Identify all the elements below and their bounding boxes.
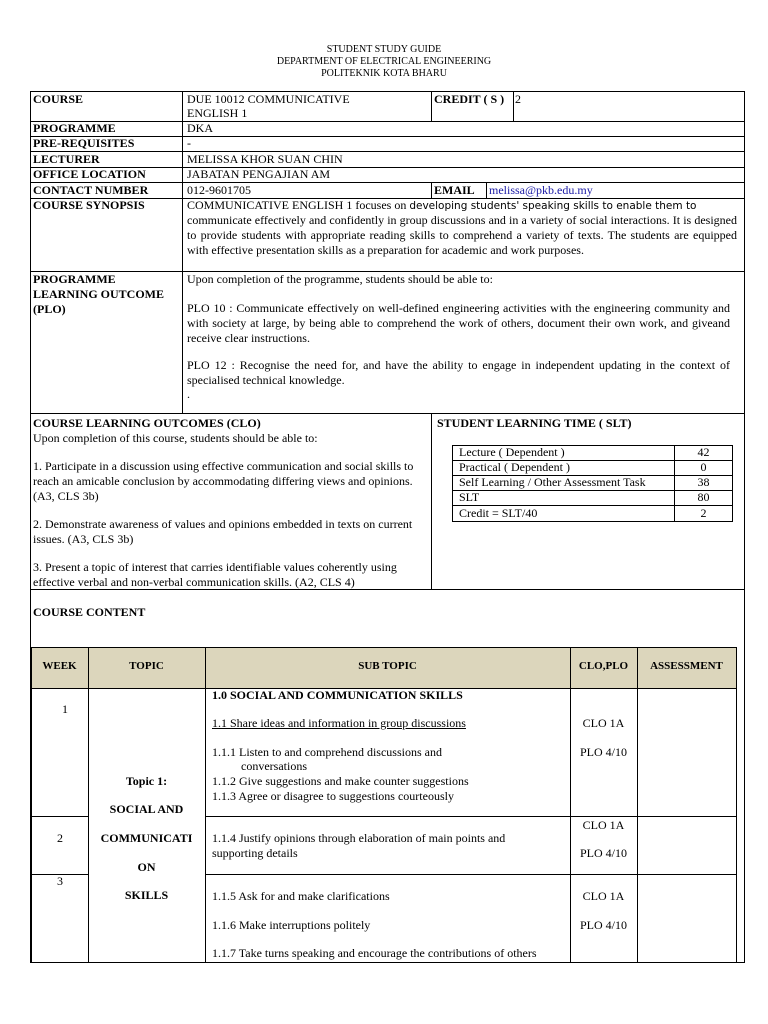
row-line (30, 413, 745, 414)
subtopic-1-1: 1.1 Share ideas and information in group discussions (212, 716, 466, 730)
section-title: 1.0 SOCIAL AND COMMUNICATION SKILLS (212, 688, 463, 702)
week-number: 3 (57, 874, 63, 888)
doc-header-line1: STUDENT STUDY GUIDE (326, 44, 442, 55)
ct-line (31, 816, 89, 817)
subtopic-1-1-4: 1.1.4 Justify opinions through elaboration of main points and (212, 831, 506, 845)
email-link[interactable]: melissa@pkb.edu.my (489, 183, 593, 197)
synopsis-first-line (187, 198, 696, 214)
synopsis-handwritten-style: developing students' speaking skills to enable them to (409, 200, 697, 212)
col-line (431, 413, 432, 590)
clo-value: CLO 1A (582, 889, 625, 903)
subtopic-1-1-1: 1.1.1 Listen to and comprehend discussions and (212, 745, 442, 759)
slt-row-value: 42 (697, 445, 710, 459)
programme-value: DKA (187, 121, 213, 135)
ct-line (637, 647, 638, 963)
subtopic-1-1-1-cont: conversations (241, 759, 307, 773)
topic-line4: ON (137, 860, 156, 874)
slt-line (452, 445, 453, 522)
synopsis-label: COURSE SYNOPSIS (33, 198, 145, 212)
course-content-title: COURSE CONTENT (33, 605, 146, 619)
plo-label-line2: LEARNING OUTCOME (33, 287, 165, 301)
ct-line (205, 647, 206, 963)
row-line (30, 151, 745, 152)
clo-item-3: 3. Present a topic of interest that carries identifiable values coherently using effective verbal and non-verbal communication skills. (A2, CLS 4) (33, 560, 397, 589)
slt-table (452, 445, 733, 522)
course-value-line2: ENGLISH 1 (187, 106, 248, 120)
synopsis-start: COMMUNICATIVE ENGLISH 1 focuses on (187, 198, 407, 212)
subtopic-1-1-4-cont: supporting details (212, 846, 298, 860)
office-label: OFFICE LOCATION (33, 167, 146, 181)
plo-intro: Upon completion of the programme, students should be able to: (187, 272, 493, 286)
col-line (431, 182, 432, 199)
ct-line (736, 647, 737, 963)
clo-item-1: 1. Participate in a discussion using effective communication and social skills to reach an amicable conclusion by accommodating differing views and opinions. (A3, CLS 3b) (33, 459, 414, 503)
week-number: 2 (57, 831, 63, 845)
col-header-subtopic: SUB TOPIC (358, 660, 417, 672)
plo-label-line1: PROGRAMME (33, 272, 116, 286)
slt-row-label: SLT (459, 490, 480, 504)
plo-value: PLO 4/10 (579, 846, 627, 860)
office-value: JABATAN PENGAJIAN AM (187, 167, 331, 181)
slt-row-label: Self Learning / Other Assessment Task (459, 475, 646, 489)
col-header-week: WEEK (42, 660, 77, 672)
plo-10-text: PLO 10 : Communicate effectively on well-defined engineering activities with the engineering community and with society at large, by being able to comprehend the work of others, document their own work, and giveand receive clear instructions. (187, 301, 730, 345)
ct-line (205, 874, 737, 875)
frame-top (30, 91, 745, 92)
subtopic-1-1-5: 1.1.5 Ask for and make clarifications (212, 889, 390, 903)
credit-label: CREDIT ( S ) (434, 92, 505, 106)
subtopic-1-1-6: 1.1.6 Make interruptions politely (212, 918, 371, 932)
doc-header-line3: POLITEKNIK KOTA BHARU (321, 68, 447, 79)
slt-row-value: 80 (697, 490, 710, 504)
email-label: EMAIL (434, 183, 475, 197)
course-label: COURSE (33, 92, 84, 106)
lecturer-value: MELISSA KHOR SUAN CHIN (187, 152, 343, 166)
subtopic-1-1-7: 1.1.7 Take turns speaking and encourage the contributions of others (212, 946, 537, 960)
slt-row-value: 2 (700, 506, 707, 520)
course-value-line1: DUE 10012 COMMUNICATIVE (187, 92, 350, 106)
doc-header-line2: DEPARTMENT OF ELECTRICAL ENGINEERING (276, 56, 492, 67)
ct-line (31, 647, 32, 963)
slt-row-value: 0 (700, 460, 707, 474)
week-number: 1 (62, 702, 68, 716)
col-line (431, 91, 432, 122)
col-line (486, 182, 487, 199)
ct-line (570, 647, 571, 963)
col-header-assessment: ASSESSMENT (650, 660, 723, 672)
plo-value: PLO 4/10 (579, 918, 627, 932)
clo-intro: Upon completion of this course, students should be able to: (33, 431, 318, 445)
row-line (30, 136, 745, 137)
col-line (513, 91, 514, 122)
topic-line5: SKILLS (124, 888, 169, 902)
contact-label: CONTACT NUMBER (33, 183, 149, 197)
subtopic-1-1-3: 1.1.3 Agree or disagree to suggestions courteously (212, 789, 454, 803)
topic-line1: Topic 1: (125, 774, 168, 788)
ct-line (31, 647, 737, 648)
lecturer-label: LECTURER (33, 152, 100, 166)
slt-line (732, 445, 733, 522)
topic-line2: SOCIAL AND (109, 802, 184, 816)
prereq-value: - (187, 136, 191, 150)
prereq-label: PRE-REQUISITES (33, 136, 135, 150)
slt-row-label: Lecture ( Dependent ) (459, 445, 565, 459)
plo-dot: . (187, 387, 190, 401)
col-header-cloplo: CLO,PLO (578, 660, 629, 672)
programme-label: PROGRAMME (33, 121, 116, 135)
frame-right (744, 91, 745, 963)
slt-title: STUDENT LEARNING TIME ( SLT) (437, 416, 632, 430)
ct-line (205, 816, 737, 817)
row-line (30, 121, 745, 122)
topic-line3: COMMUNICATI (100, 831, 193, 845)
clo-item-2: 2. Demonstrate awareness of values and opinions embedded in texts on current issues. (A3, CLS 3b) (33, 517, 413, 546)
slt-row-value: 38 (697, 475, 710, 489)
plo-12-text: PLO 12 : Recognise the need for, and have the ability to engage in independent updating in the context of specialised technical knowledge. (187, 358, 730, 387)
credit-value: 2 (515, 92, 521, 106)
clo-value: CLO 1A (582, 716, 625, 730)
clo-title: COURSE LEARNING OUTCOMES (CLO) (33, 416, 261, 430)
subtopic-1-1-2: 1.1.2 Give suggestions and make counter suggestions (212, 774, 469, 788)
clo-value: CLO 1A (582, 818, 625, 832)
plo-value: PLO 4/10 (579, 745, 627, 759)
col-header-topic: TOPIC (129, 660, 164, 672)
slt-line (452, 521, 733, 522)
slt-row-label: Credit = SLT/40 (459, 506, 538, 520)
slt-row-label: Practical ( Dependent ) (459, 460, 570, 474)
synopsis-body: communicate effectively and confidently in group discussions and in a variety of social interactions. It is designed to provide students with appropriate reading skills to comprehend a variety of texts. The students are equipped with effective presentation skills as a preparation for academic and work purposes. (187, 213, 737, 257)
plo-label-line3: (PLO) (33, 302, 66, 316)
contact-value: 012-9601705 (187, 183, 251, 197)
col-line (182, 91, 183, 413)
